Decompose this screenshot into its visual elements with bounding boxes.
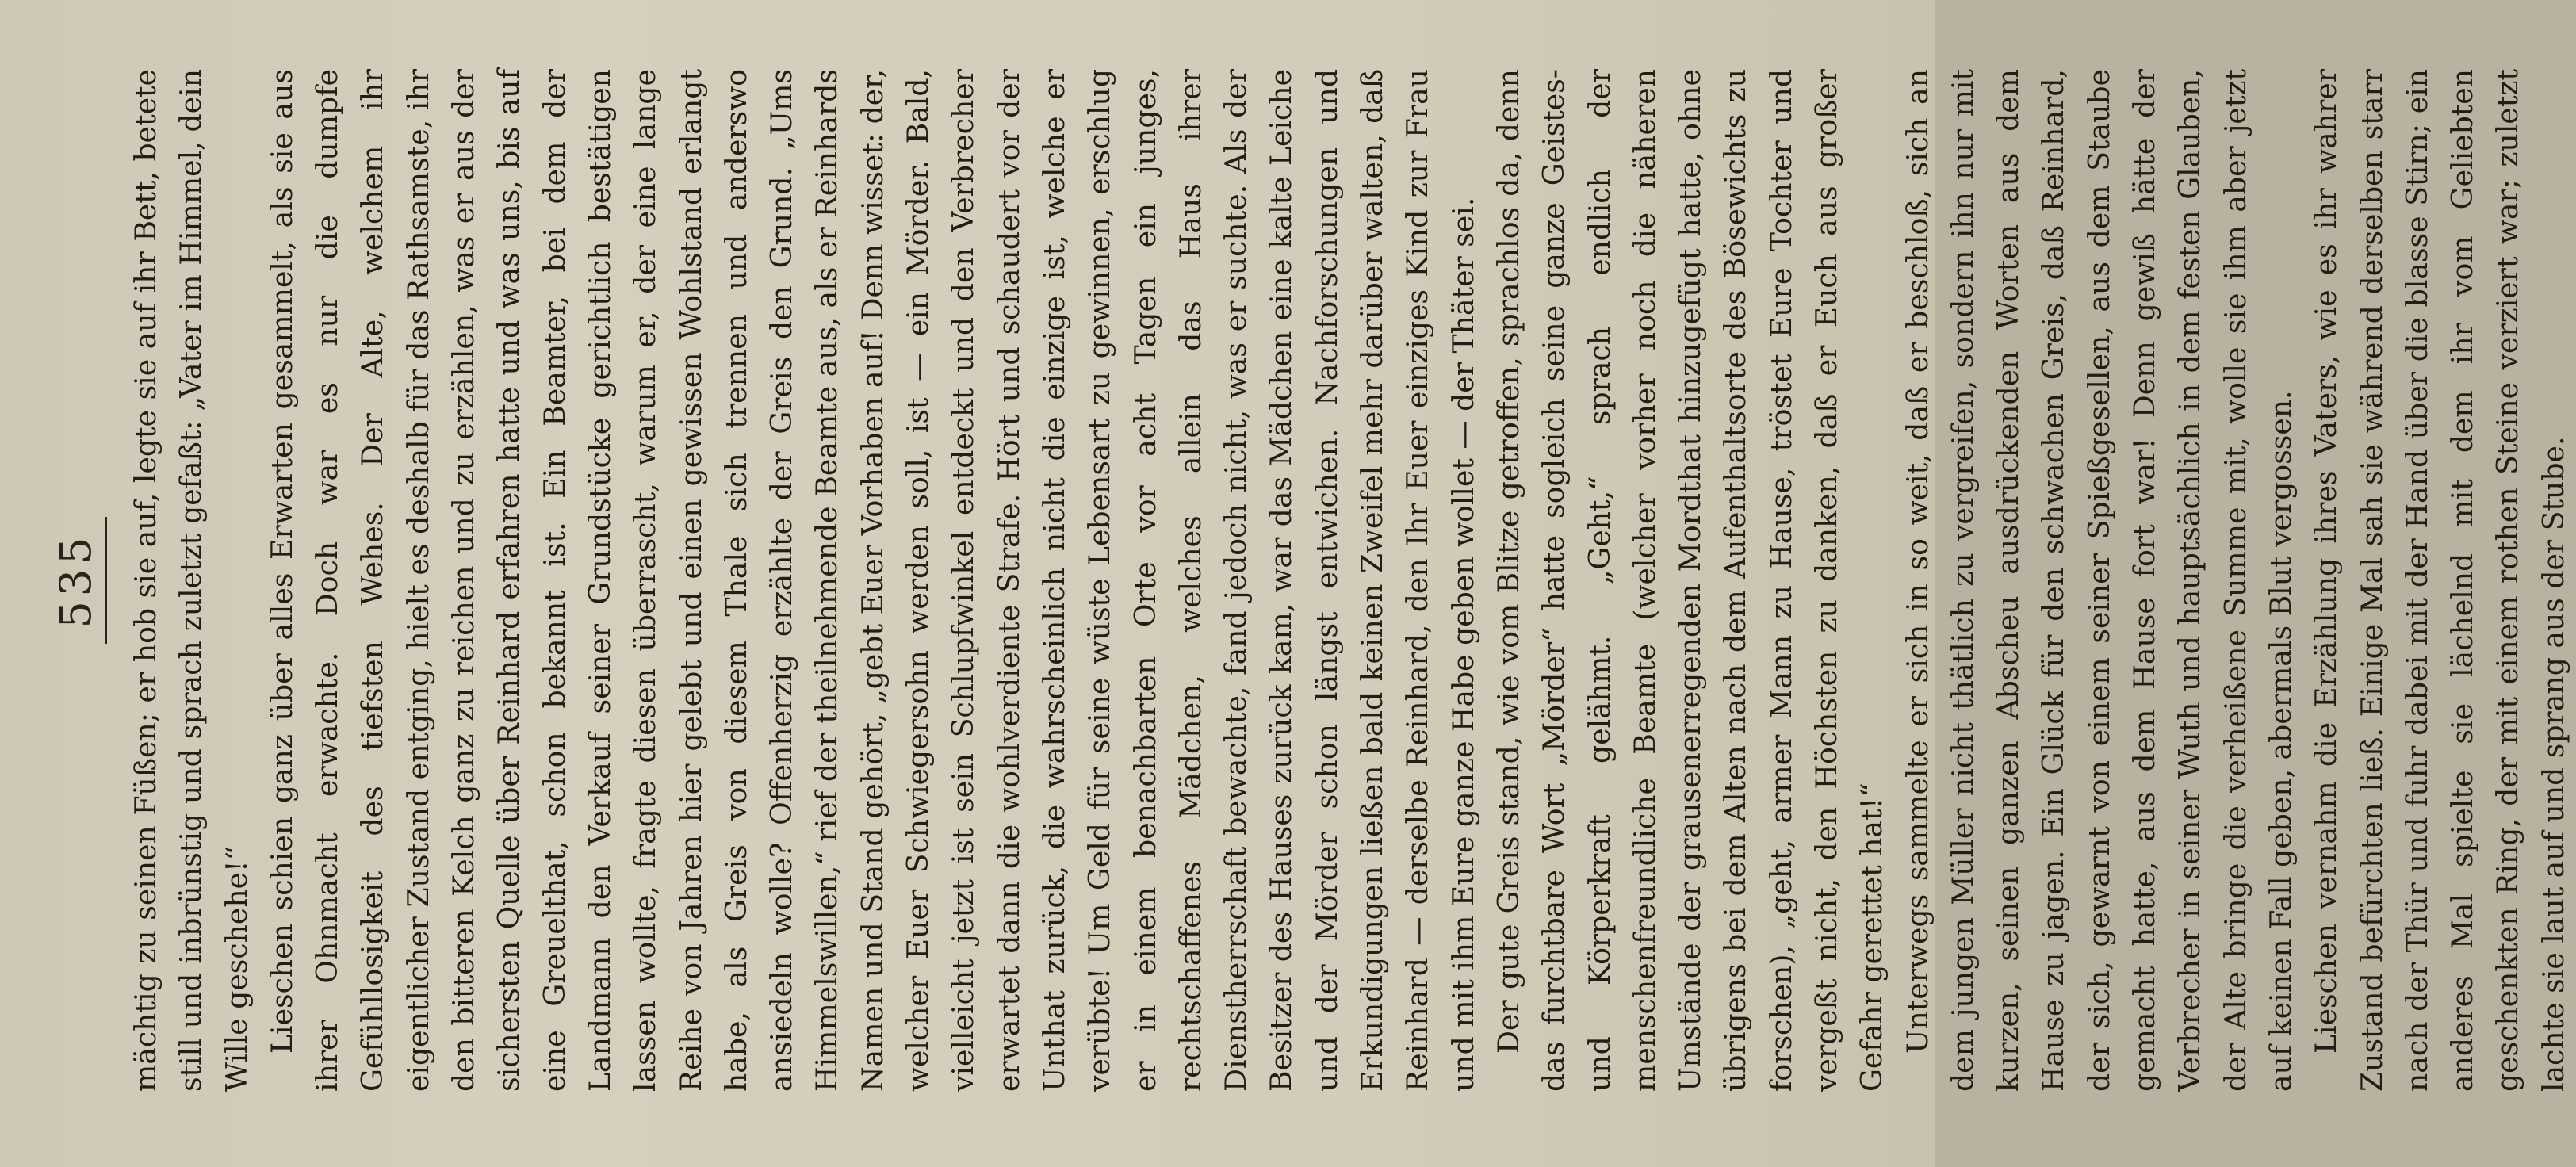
body-text	[123, 69, 2576, 1092]
paragraph-5: Lieschen vernahm die Erzählung ihres Vaters, wie es ihr wahrer Zustand befürchten ließ. Einige Mal sah sie während derselben starr nach der Thür und fuhr dabei mit der Hand über die blasse Stirn; ein anderes Mal spielte sie lächelnd mit dem ihr vom Geliebten geschenkten Ring, der mit einem rothen Steine verziert war; zuletzt lachte sie laut auf und sprang aus der Stube.	[2309, 69, 2570, 1092]
page-number: 535	[51, 532, 101, 629]
paragraph-1: mächtig zu seinen Füßen; er hob sie auf, legte sie auf ihr Bett, betete still und inbrünstig und sprach zuletzt gefaßt: „Vater im Himmel, dein Wille geschehe!“	[128, 69, 254, 1092]
paragraph-3: Der gute Greis stand, wie vom Blitze getroffen, sprachlos da, denn das furchtbare Wort „Mörder“ hatte sogleich seine ganze Geistes- und Körperkraft gelähmt. „Geht,“ sprach endlich der menschenfreundliche Beamte (welcher vorher noch die näheren Umstände der grausenerregenden Mordthat hinzugefügt hatte, ohne übrigens bei dem Alten nach dem Aufenthaltsorte des Bösewichts zu forschen), „geht, armer Mann zu Hause, tröstet Eure Tochter und vergeßt nicht, den Höchsten zu danken, daß er Euch aus großer Gefahr gerettet hat!“	[1491, 69, 1889, 1092]
page-body	[48, 69, 2570, 1092]
paragraph-4: Unterwegs sammelte er sich in so weit, daß er beschloß, sich an dem jungen Müller nicht thätlich zu vergreifen, sondern ihn nur mit kurzen, seinen ganzen Abscheu ausdrückenden Worten aus dem Hause zu jagen. Ein Glück für den schwachen Greis, daß Reinhard, der sich, gewarnt von einem seiner Spießgesellen, aus dem Staube gemacht hatte, aus dem Hause fort war! Denn gewiß hätte der Verbrecher in seiner Wuth und hauptsächlich in dem festen Glauben, der Alte bringe die verheißene Summe mit, wolle sie ihm aber jetzt auf keinen Fall geben, abermals Blut vergossen.	[1900, 69, 2298, 1092]
paragraph-2: Lieschen schien ganz über alles Erwarten gesammelt, als sie aus ihrer Ohnmacht erwachte. Doch war es nur die dumpfe Gefühllosigkeit des tiefsten Wehes. Der Alte, welchem ihr eigentlicher Zustand entging, hielt es deshalb für das Rathsamste, ihr den bitteren Kelch ganz zu reichen und zu erzählen, was er aus der sichersten Quelle über Reinhard erfahren hatte und was uns, bis auf eine Greuelthat, schon bekannt ist. Ein Beamter, bei dem der Landmann den Verkauf seiner Grundstücke gerichtlich bestätigen lassen wollte, fragte diesen überrascht, warum er, der eine lange Reihe von Jahren hier gelebt und einen gewissen Wohlstand erlangt habe, als Greis von diesem Thale sich trennen und anderswo ansiedeln wolle? Offenherzig erzählte der Greis den Grund. „Ums Himmelswillen,“ rief der theilnehmende Beamte aus, als er Reinhards Namen und Stand gehört, „gebt Euer Vorhaben auf! Denn wisset: der, welcher Euer Schwiegersohn werden soll, ist — ein Mörder. Bald, vielleicht jetzt ist sein Schlupfwinkel entdeckt und den Verbrecher erwartet dann die wohlverdiente Strafe. Hört und schaudert vor der Unthat zurück, die wahrscheinlich nicht die einzige ist, welche er verübte! Um Geld für seine wüste Lebensart zu gewinnen, erschlug er in einem benachbarten Orte vor acht Tagen ein junges, rechtschaffenes Mädchen, welches allein das Haus ihrer Dienstherrschaft bewachte, fand jedoch nicht, was er suchte. Als der Besitzer des Hauses zurück kam, war das Mädchen eine kalte Leiche und der Mörder schon längst entwichen. Nachforschungen und Erkundigungen ließen bald keinen Zweifel mehr darüber walten, daß Reinhard — derselbe Reinhard, den Ihr Euer einziges Kind zur Frau und mit ihm Eure ganze Habe geben wollet — der Thäter sei.	[264, 69, 1480, 1092]
header-rule	[105, 517, 107, 644]
